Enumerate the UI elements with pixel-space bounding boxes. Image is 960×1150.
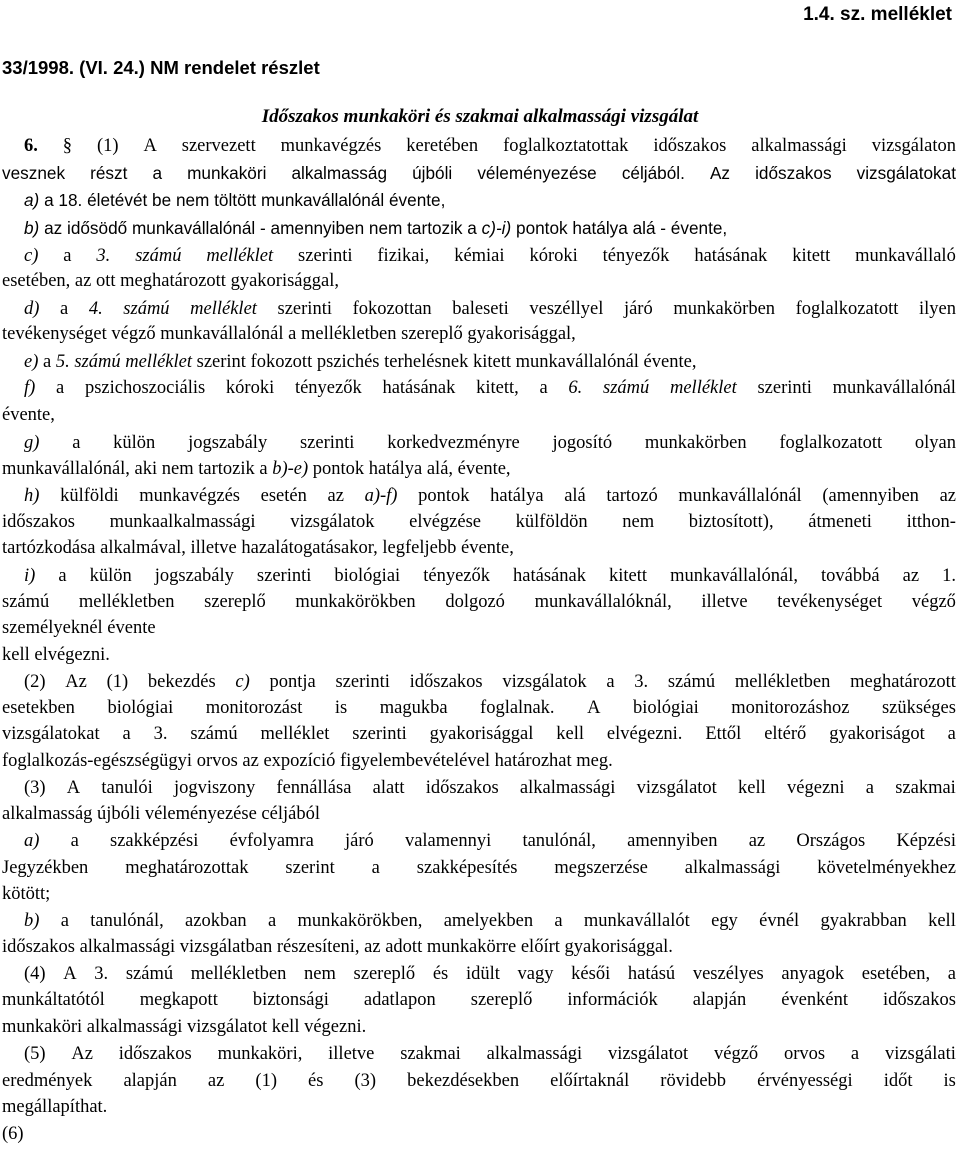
text-line: 6. § (1) A szervezett munkavégzés keretében foglalkoztatottak időszakos alkalmassági vizsgálaton — [24, 136, 956, 156]
text-line: (3) A tanulói jogviszony fennállása alatt időszakos alkalmassági vizsgálatot kell végezni a szakmai — [24, 778, 956, 798]
text-line: időszakos alkalmassági vizsgálatban részesíteni, az adott munkakörre előírt gyakorisággal. — [2, 937, 673, 957]
text-line: h) külföldi munkavégzés esetén az a)-f) pontok hatálya alá tartozó munkavállalónál (amennyiben az — [24, 486, 956, 506]
text-line: (2) Az (1) bekezdés c) pontja szerinti időszakos vizsgálatok a 3. számú mellékletben meghatározott — [24, 672, 956, 692]
text-line: i) a külön jogszabály szerinti biológiai tényezők hatásának kitett munkavállalónál, továbbá az 1. — [24, 566, 956, 586]
text-line: tevékenységet végző munkavállalónál a mellékletben szereplő gyakorisággal, — [2, 324, 576, 344]
text-line: személyeknél évente — [2, 618, 156, 638]
text-line: a) a szakképzési évfolyamra járó valamennyi tanulónál, amennyiben az Országos Képzési — [24, 831, 956, 851]
text-line: foglalkozás-egészségügyi orvos az expozíció figyelembevételével határozhat meg. — [2, 751, 613, 771]
text-line: munkavállalónál, aki nem tartozik a b)-e) pontok hatálya alá, évente, — [2, 459, 511, 479]
text-line: b) az idősödő munkavállalónál - amennyiben nem tartozik a c)-i) pontok hatálya alá - évente, — [24, 218, 728, 238]
text-line: számú mellékletben szereplő munkakörökben dolgozó munkavállalóknál, illetve tevékenységet végző — [2, 592, 956, 612]
text-line: d) a 4. számú melléklet szerinti fokozottan baleseti veszéllyel járó munkakörben foglalkozatott ilyen — [24, 299, 956, 319]
text-line: kell elvégezni. — [2, 645, 110, 665]
section-title: Időszakos munkaköri és szakmai alkalmassági vizsgálat — [261, 106, 699, 127]
text-line: Jegyzékben meghatározottak szerint a szakképesítés megszerzése alkalmassági követelményekhez — [2, 858, 956, 878]
text-line: a) a 18. életévét be nem töltött munkavállalónál évente, — [24, 190, 446, 210]
text-line: munkaköri alkalmassági vizsgálatot kell végezni. — [2, 1017, 367, 1037]
annex-label: 1.4. sz. melléklet — [803, 4, 952, 25]
text-line: (5) Az időszakos munkaköri, illetve szakmai alkalmassági vizsgálatot végző orvos a vizsgálati — [24, 1044, 956, 1064]
text-line: munkáltatótól megkapott biztonsági adatlapon szereplő információk alapján évenként időszakos — [2, 990, 956, 1010]
text-line: megállapíthat. — [2, 1097, 108, 1117]
text-line: (6) — [2, 1124, 24, 1144]
text-line: esetében, az ott meghatározott gyakorisággal, — [2, 271, 339, 291]
text-line: alkalmasság újbóli véleményezése céljából — [2, 804, 320, 824]
text-line: tartózkodása alkalmával, illetve hazalátogatásakor, legfeljebb évente, — [2, 538, 514, 558]
text-line: b) a tanulónál, azokban a munkakörökben, amelyekben a munkavállalót egy évnél gyakrabban kell — [24, 911, 956, 931]
text-line: c) a 3. számú melléklet szerinti fizikai, kémiai kóroki tényezők hatásának kitett munkavállaló — [24, 246, 956, 266]
text-line: időszakos munkaalkalmassági vizsgálatok elvégzése külföldön nem biztosított), átmeneti itthon- — [2, 512, 956, 532]
text-line: (4) A 3. számú mellékletben nem szereplő és idült vagy késői hatású veszélyes anyagok esetében, a — [24, 964, 956, 984]
text-line: e) a 5. számú melléklet szerint fokozott pszichés terhelésnek kitett munkavállalónál évente, — [24, 352, 697, 372]
text-line: f) a pszichoszociális kóroki tényezők hatásának kitett, a 6. számú melléklet szerinti munkavállalónál — [24, 378, 956, 398]
decree-label: 33/1998. (VI. 24.) NM rendelet részlet — [2, 57, 320, 78]
text-line: kötött; — [2, 884, 51, 904]
text-line: vizsgálatokat a 3. számú melléklet szerinti gyakorisággal kell elvégezni. Ettől eltérő gyakoriságot a — [2, 724, 956, 744]
text-line: eredmények alapján az (1) és (3) bekezdésekben előírtaknál rövidebb érvényességi időt is — [2, 1071, 956, 1091]
text-line: évente, — [2, 405, 55, 425]
text-line: esetekben biológiai monitorozást is magukba foglalnak. A biológiai monitorozáshoz szükséges — [2, 698, 956, 718]
text-line: vesznek részt a munkaköri alkalmasság újbóli véleményezése céljából. Az időszakos vizsgálatokat — [2, 163, 956, 183]
text-line: g) a külön jogszabály szerinti korkedvezményre jogosító munkakörben foglalkozatott olyan — [24, 433, 956, 453]
